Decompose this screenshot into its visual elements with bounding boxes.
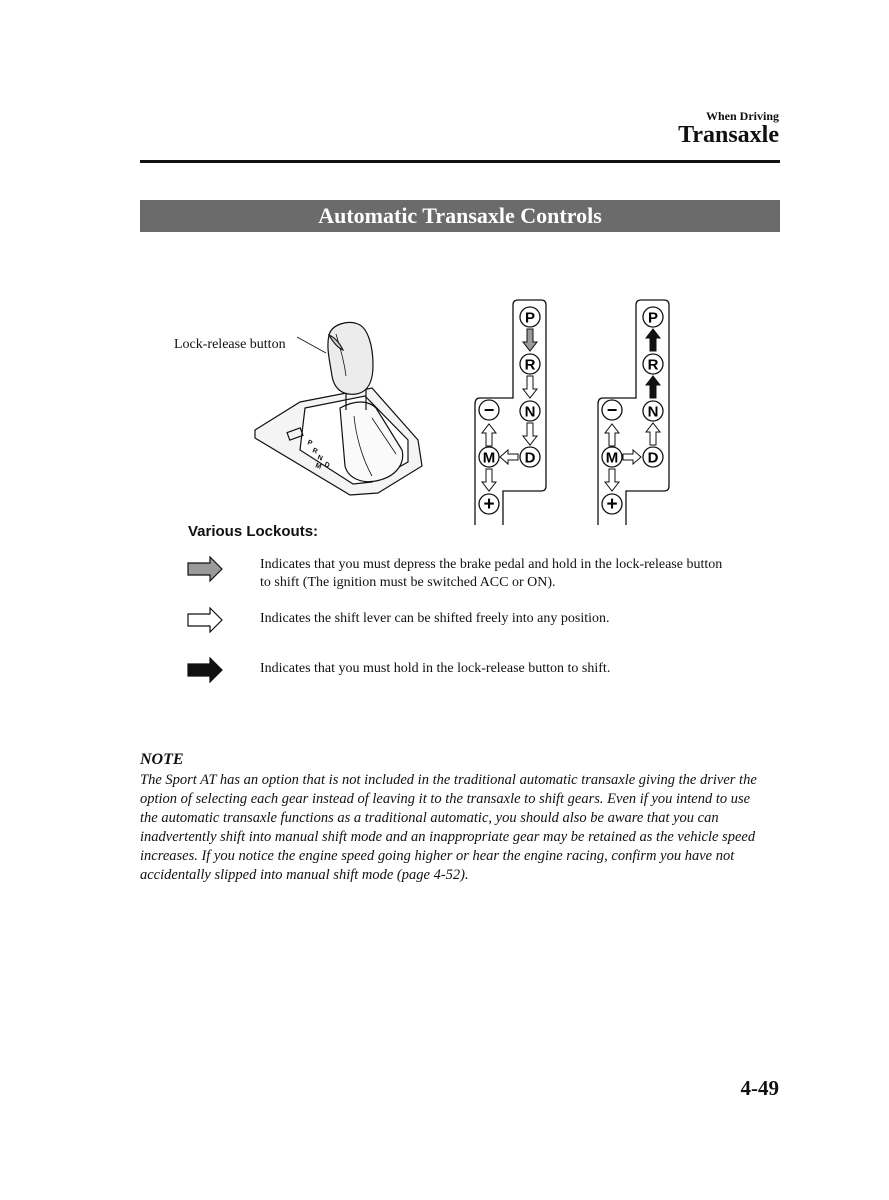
gate-right-plus: +	[606, 494, 618, 515]
gate-right-minus: −	[606, 400, 618, 420]
gate-right-r: R	[647, 356, 659, 374]
shift-lever-figure	[140, 290, 780, 525]
callout-label: Lock-release button	[174, 337, 286, 352]
gate-right-m: M	[605, 449, 619, 467]
legend-text-gray: Indicates that you must depress the brake pedal and hold in the lock-release button to shift (The ignition must be switched ACC or ON).	[260, 557, 723, 590]
page-title: Transaxle	[678, 122, 779, 148]
console-letter-m: M	[314, 462, 323, 471]
gate-right-p: P	[647, 309, 659, 327]
shift-gate-left	[475, 300, 546, 525]
gate-left-m: M	[482, 449, 496, 467]
legend-text-black: Indicates that you must hold in the lock-release button to shift.	[260, 661, 611, 676]
gate-right-n: N	[647, 403, 659, 421]
console-letter-p: P	[306, 439, 314, 448]
section-banner: Automatic Transaxle Controls	[140, 200, 780, 232]
console-letter-r: R	[311, 447, 319, 456]
note-title: NOTE	[140, 751, 184, 768]
lockouts-heading: Various Lockouts:	[188, 523, 319, 540]
gate-left-p: P	[524, 309, 536, 327]
console-letter-n: N	[316, 454, 324, 463]
section-label: When Driving	[705, 109, 779, 123]
gate-right-d: D	[647, 449, 659, 467]
black-arrow-icon	[186, 657, 226, 683]
legend-row-gray	[186, 556, 746, 596]
gate-left-n: N	[524, 403, 536, 421]
gate-left-plus: +	[483, 494, 495, 515]
gray-arrow-icon	[186, 556, 226, 582]
page-number: 4-49	[740, 1076, 779, 1100]
console-letter-d: D	[323, 461, 331, 470]
gate-left-minus: −	[483, 400, 495, 420]
note-body: The Sport AT has an option that is not included in the traditional automatic transaxle giving the driver the option of selecting each gear instead of leaving it to the transaxle to shift gears. Even if you intend to use the automatic transaxle functions as a traditional automatic, you should also be aware that you can inadvertently shift into manual shift mode and an inappropriate gear may be retained as the vehicle speed increases. If you notice the engine speed going higher or hear the engine racing, confirm you have not accidentally slipped into manual shift mode (page 4-52).	[140, 772, 757, 883]
legend-text-white: Indicates the shift lever can be shifted freely into any position.	[260, 611, 610, 626]
legend-row-white	[186, 607, 746, 647]
white-arrow-icon	[186, 607, 226, 633]
legend-row-black	[186, 657, 746, 697]
gate-left-r: R	[524, 356, 536, 374]
shift-gate-right	[598, 300, 669, 525]
gate-left-d: D	[524, 449, 536, 467]
header-rule	[140, 160, 780, 163]
